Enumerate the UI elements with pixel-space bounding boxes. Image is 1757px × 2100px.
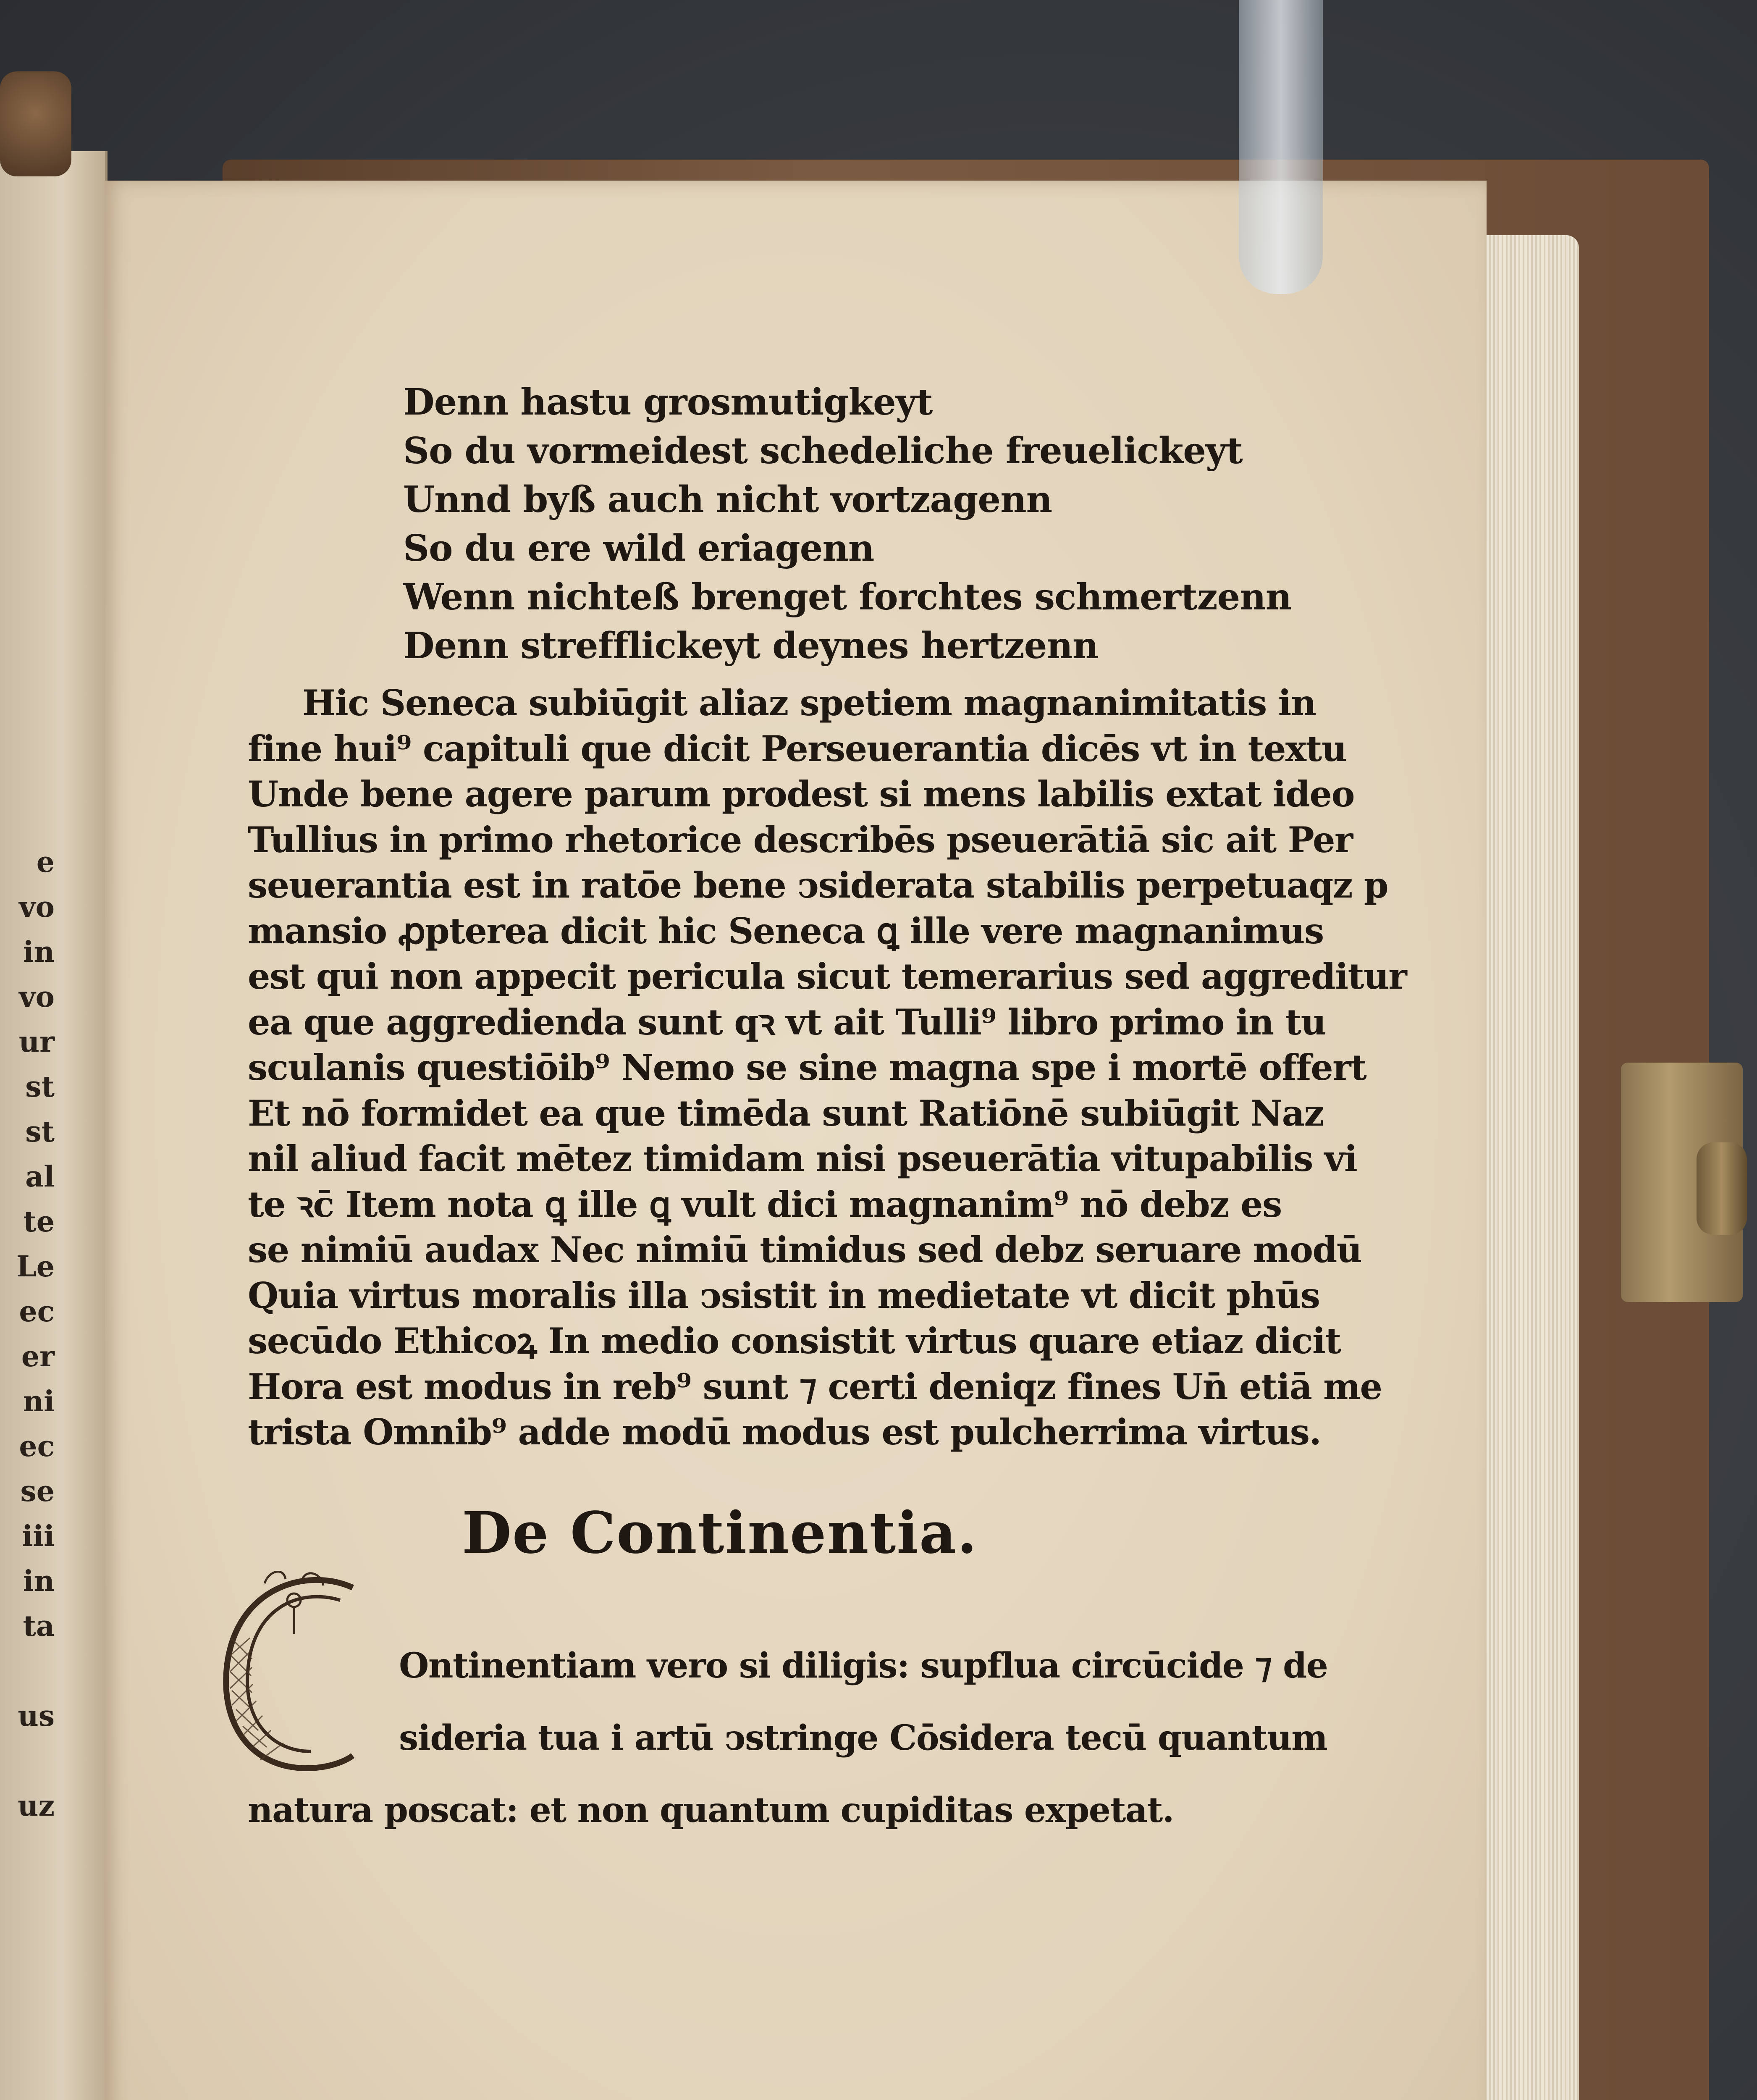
verse-line: So du vormeidest schedeliche freuelickeyt [403, 430, 1243, 472]
verso-edge-fragment [4, 1739, 55, 1784]
commentary-line: se nimiū audax Nec nimiū timidus sed debz seruare modū [248, 1229, 1362, 1270]
verse-line: Denn strefflickeyt deynes hertzenn [403, 625, 1099, 667]
verso-edge-fragment: in [23, 1564, 55, 1598]
commentary-line: secūdo Ethicoꝝ In medio consistit virtus quare etiaz dicit [248, 1320, 1341, 1362]
commentary-block [248, 680, 1407, 1455]
verso-edge-fragment: us [18, 1699, 55, 1733]
commentary-line: est qui non appecit pericula sicut temerarius sed aggreditur [248, 956, 1407, 997]
verso-edge-fragment: ec [19, 1295, 55, 1328]
body-line: natura poscat: et non quantum cupiditas expetat. [248, 1790, 1174, 1830]
commentary-line: sculanis questiōib⁹ Nemo se sine magna spe i mortē offert [248, 1047, 1366, 1088]
verse-line: Unnd byß auch nicht vortzagenn [403, 478, 1052, 521]
verso-edge-fragment: vo [19, 980, 55, 1014]
commentary-line: Quia virtus moralis illa ↄsistit in medietate vt dicit phūs [248, 1274, 1320, 1316]
commentary-line: Hic Seneca subiūgit aliaz spetiem magnanimitatis in [302, 682, 1316, 724]
verse-line: So du ere wild eriagenn [403, 527, 874, 570]
commentary-line: Hora est modus in reb⁹ sunt ⁊ certi deniqz fines Un̄ etiā me [248, 1365, 1382, 1407]
commentary-line: Et nō formidet ea que timēda sunt Ratiōnē subiūgit Naz [248, 1092, 1324, 1134]
verso-page-edge [0, 151, 108, 2100]
clasp-pin [1697, 1142, 1747, 1235]
commentary-line: ea que aggredienda sunt qꝛ vt ait Tulli⁹ libro primo in tu [248, 1001, 1326, 1043]
verso-edge-fragment: Le [16, 1250, 55, 1284]
body-line: sideria tua i artū ↄstringe Cōsidera tecū quantum [399, 1718, 1327, 1758]
verso-edge-fragment: se [20, 1475, 55, 1508]
body-line: Ontinentiam vero si diligis: supflua circūcide ⁊ de [399, 1646, 1328, 1686]
section-heading: De Continentia. [462, 1499, 978, 1567]
commentary-line: Unde bene agere parum prodest si mens labilis extat ideo [248, 773, 1355, 815]
verse-block [403, 378, 1292, 670]
verso-edge-fragment: e [36, 845, 55, 879]
verso-edge-fragment: er [21, 1340, 55, 1373]
verso-edge-fragment: vo [19, 890, 55, 924]
page-block-edges [1482, 235, 1579, 2100]
commentary-line: Tullius in primo rhetorice describēs pseuerātiā sic ait Per [248, 819, 1353, 861]
verso-edge-fragment [4, 1649, 55, 1694]
verso-edge-fragment: st [25, 1070, 55, 1104]
verse-line: Wenn nichteß brenget forchtes schmertzenn [403, 576, 1292, 618]
verso-edge-fragment: ec [19, 1430, 55, 1463]
commentary-line: te ꝛc̄ Item nota ꝗ ille ꝗ vult dici magnanim⁹ nō debz es [248, 1183, 1282, 1225]
clasp-knob-top-left [0, 71, 71, 176]
verso-edge-fragment: uz [17, 1789, 55, 1823]
verse-line: Denn hastu grosmutigkeyt [403, 381, 933, 423]
commentary-line: mansio ꝓpterea dicit hic Seneca ꝗ ille vere magnanimus [248, 910, 1324, 952]
verso-edge-fragment: al [25, 1160, 55, 1194]
commentary-line: nil aliud facit mētez timidam nisi pseuerātia vitupabilis vi [248, 1138, 1357, 1179]
verso-edge-fragment: te [23, 1205, 55, 1239]
commentary-line: seuerantia est in ratōe bene ↄsiderata stabilis perpetuaqz p [248, 864, 1388, 906]
verso-edge-fragment: ta [23, 1609, 55, 1643]
verso-edge-text [4, 840, 55, 1829]
commentary-line: trista Omnib⁹ adde modū modus est pulcherrima virtus. [248, 1411, 1321, 1453]
verso-edge-fragment: ur [18, 1025, 55, 1059]
commentary-line: fine hui⁹ capituli que dicit Perseuerantia dicēs vt in textu [248, 727, 1347, 769]
verso-edge-fragment: st [25, 1115, 55, 1149]
page-holder-top [1239, 0, 1323, 294]
verso-edge-fragment: in [23, 935, 55, 969]
verso-edge-fragment: ni [23, 1385, 55, 1418]
continentia-text [248, 1630, 1328, 1846]
verso-edge-fragment: iii [22, 1520, 55, 1553]
